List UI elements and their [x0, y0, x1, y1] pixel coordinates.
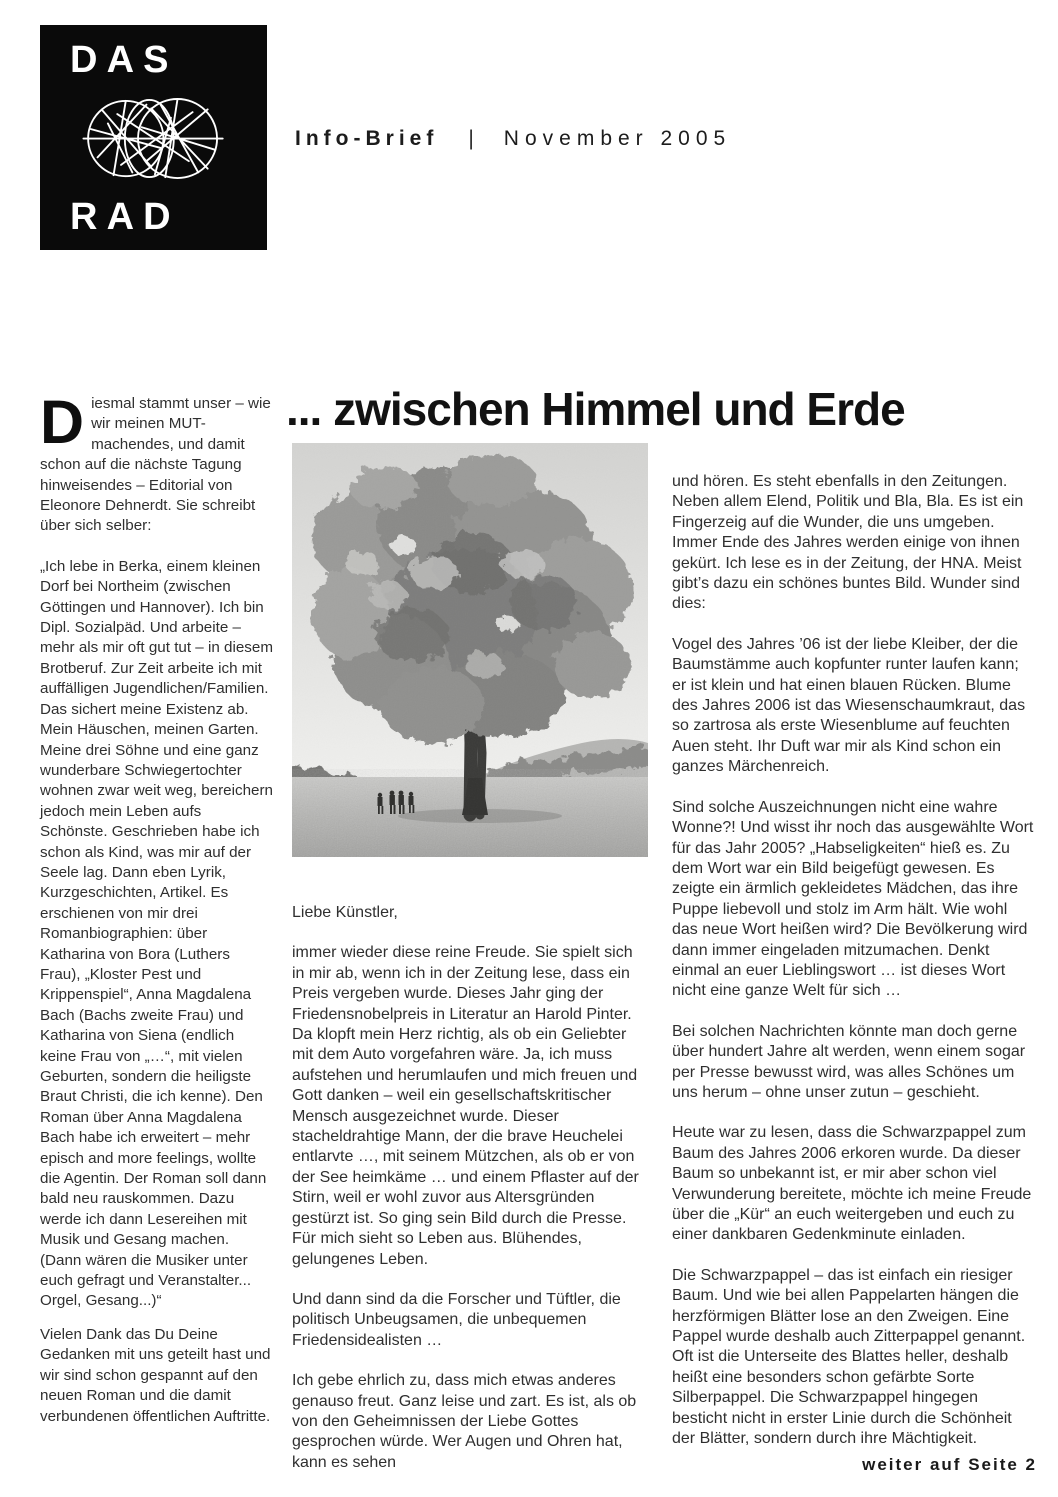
letter-paragraph: Und dann sind da die Forscher und Tüftler, die politisch Unbeugsamen, die unbequemen Friedensidealisten … — [292, 1290, 621, 1349]
meta-separator: | — [468, 127, 474, 150]
letter-column-continued — [672, 472, 1037, 1469]
letter-column — [292, 443, 648, 1493]
black-poplar-tree-photo — [292, 443, 648, 857]
issue-label: Info-Brief — [295, 127, 439, 150]
continuation-note: weiter auf Seite 2 — [862, 1455, 1037, 1474]
logo-text-rad: R A D — [70, 196, 171, 238]
dropcap: D — [40, 388, 85, 456]
editorial-thanks: Vielen Dank das Du Deine Gedanken mit uns geteilt hast und wir sind schon gespannt auf den neuen Roman und die damit verbundenen öffentlichen Auftritte. — [40, 1325, 271, 1425]
letter-paragraph: Heute war zu lesen, dass die Schwarzpappel zum Baum des Jahres 2006 erkoren wurde. Da dieser Baum so unbekannt ist, er mir aber schon viel Verwunderung bereitete, möchte ich meine Freude über die „Kür“ an euch weitergeben und euch zu einer dankbaren Gedenkminute einladen. — [672, 1124, 1032, 1244]
das-rad-logo — [40, 25, 267, 250]
issue-date: November 2005 — [503, 127, 732, 150]
letter-paragraph: und hören. Es steht ebenfalls in den Zeitungen. Neben allem Elend, Politik und Bla, Bla. Es ist ein Fingerzeig auf die Wunder, die uns umgeben. Immer Ende des Jahres werden einige von ihnen gekürt. Ich lese es in der Zeitung, der HNA. Meist gibt’s dazu ein schönes buntes Bild. Wunder sind dies: — [672, 473, 1024, 613]
editorial-quote: „Ich lebe in Berka, einem kleinen Dorf bei Northeim (zwischen Göttingen und Hannover). Ich bin Dipl. Sozialpäd. Und arbeite – mehr als mir oft gut tut – in diesem Brotberuf. Zur Zeit arbeite ich mit auffälligen Jugendlichen/Familien. Das sichert meine Existenz ab. Mein Häuschen, meinen Garten. Meine drei Söhne und eine ganz wunderbare Schwiegertochter wohnen zwar weit weg, bereichern jedoch mein Leben aufs Schönste. Geschrieben habe ich schon als Kind, was mir auf der Seele lag. Dann eben Lyrik, Kurzgeschichten, Artikel. Es erschienen von mir drei Romanbiographien: über Katharina von Bora (Luthers Frau), „Kloster Pest und Krippenspiel“, Anna Magdalena Bach (Bachs zweite Frau) und Katharina von Siena (endlich keine Frau von „…“, mit vielen Geburten, sondern die heiligste Braut Christi, die ich kenne). Den Roman über Anna Magdalena Bach habe ich erweitert – mehr episch and more feelings, wollte die Agentin. Der Roman soll dann bald neu rauskommen. Dazu werde ich dann Lesereihen mit Musik und Gesang machen. (Dann wären die Musiker unter euch gefragt und Veranstalter... Orgel, Gesang...)“ — [40, 557, 273, 1310]
editorial-column — [40, 388, 273, 1447]
logo-text-das: D A S — [70, 39, 169, 81]
editorial-intro — [40, 388, 273, 537]
letter-paragraph: Die Schwarzpappel – das ist einfach ein riesiger Baum. Und wie bei allen Pappelarten hängen die herzförmigen Blätter lose an den Zweigen. Eine Pappel wurde deshalb auch Zitterpappel genannt. Oft ist die Unterseite des Blattes heller, deshalb heißt eine besonders schon gefärbte Sorte Silberpappel. Die Schwarzpappel hingegen besticht nicht in erster Linie durch die Schönheit der Blätter, sondern durch ihre Mächtigkeit. — [672, 1266, 1026, 1448]
letter-paragraph: Sind solche Auszeichnungen nicht eine wahre Wonne?! Und wisst ihr noch das ausgewählte Wort für das Jahr 2005? „Habseligkeiten“ hieß es. Zu dem Wort war ein Bild beigefügt gewesen. Es zeigte ein ärmlich gekleidetes Mädchen, das ihre Puppe liebevoll und stolz im Arm hält. Wie wohl das neue Wort heißen wird? Die Bevölkerung wird dann immer eingeladen mitzumachen. Denkt einmal an euer Lieblingswort … ist dieses Wort nicht eine ganze Welt für sich … — [672, 798, 1034, 1000]
letter-paragraph: immer wieder diese reine Freude. Sie spielt sich in mir ab, wenn ich in der Zeitung lese, dass ein Preis vergeben wurde. Dieses Jahr ging der Friedensnobelpreis in Literatur an Harold Pinter. Da klopft mein Herz richtig, als ob ein Geliebter mit dem Auto vorgefahren wäre. Ja, ich muss aufstehen und herumlaufen und mich freuen und Gott danken – weil ein gesellschaftskritischer Mensch ausgezeichnet wurde. Dieser stacheldrahtige Mann, der die brave Heuchelei entlarvte …, mit seinem Mützchen, als ob er von der See heimkäme … und einem Pflaster auf der Stirn, weil er wohl zuvor aus Altersgründen gestürzt ist. So ging sein Bild durch die Presse. Für mich sieht so Leben aus. Blühendes, gelungenes Leben. — [292, 944, 639, 1268]
wheel-logo-icon — [74, 89, 234, 189]
letter-salutation: Liebe Künstler, — [292, 904, 398, 921]
editorial-intro-text: iesmal stammt unser – wie wir meinen MUT-machendes, und damit schon auf die nächste Tagung hinweisendes – Editorial von Eleonore Dehnerdt. Sie schreibt über sich selber: — [40, 395, 271, 535]
letter-paragraph: Vogel des Jahres ’06 ist der liebe Kleiber, der die Baumstämme auch kopfunter runter laufen kann; er ist klein und hat einen blauen Rücken. Blume des Jahres 2006 ist das Wiesenschaumkraut, das so zartrosa als erste Wiesenblume auf feuchten Auen steht. Ihr Duft war mir als Kind schon ein ganzes Märchenreich. — [672, 635, 1026, 776]
page-headline: ... zwischen Himmel und Erde — [286, 383, 905, 435]
letter-paragraph: Ich gebe ehrlich zu, dass mich etwas anderes genauso freut. Ganz leise und zart. Es ist, als ob von den Geheimnissen der Liebe Gottes gesprochen würde. Wer Augen und Ohren hat, kann es sehen — [292, 1372, 637, 1471]
letter-paragraph: Bei solchen Nachrichten könnte man doch gerne über hundert Jahre alt werden, wenn einem sogar per Presse bewusst wird, was alles Schönes um uns herum – ohne unser zutun – geschieht. — [672, 1022, 1026, 1101]
masthead-meta — [295, 127, 731, 151]
